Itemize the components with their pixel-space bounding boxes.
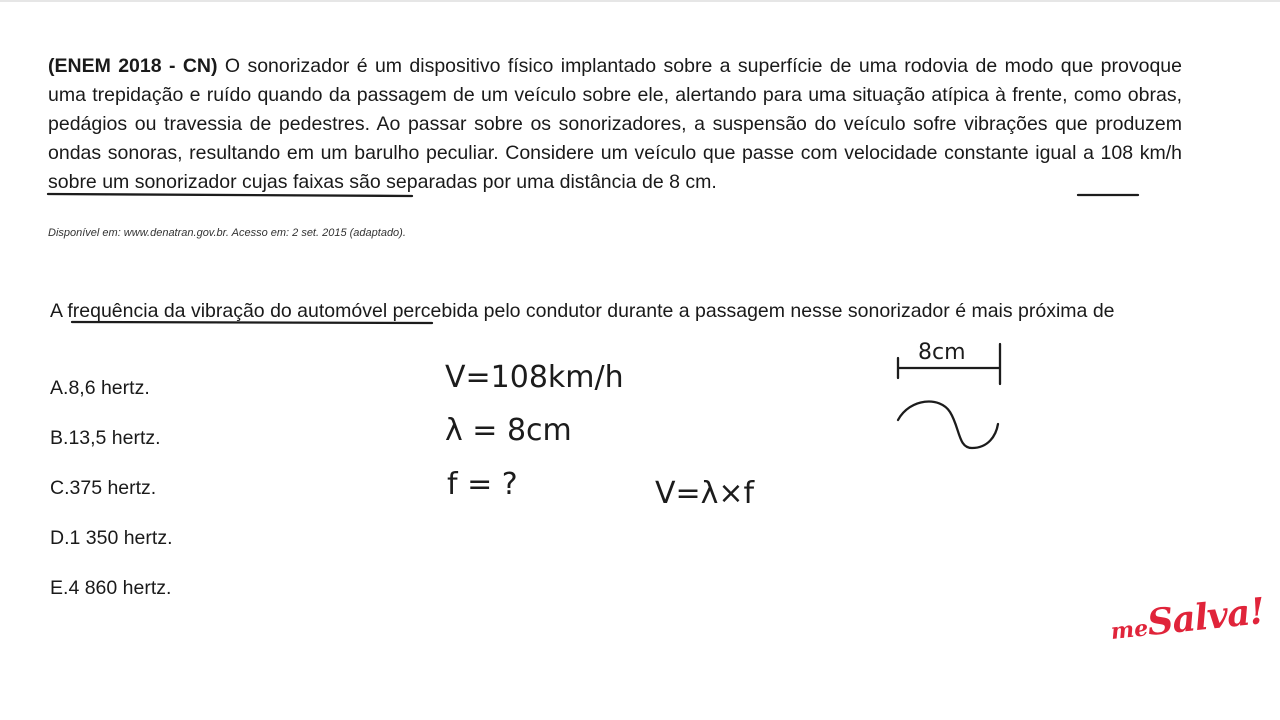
statement-text-1: O sonorizador é um dispositivo físico implantado sobre a superfície de uma rodovia de modo que provoque uma trepidação e ruído quando da passagem de um veículo sobre ele, alertando para uma situação atípica à frente, como obras, pedágios ou travessia de pedestres. Ao passar sobre os sonorizadores, a suspensão do veículo sofre vibrações que produzem ondas sonoras, resultando em um barulho peculiar. Considere um veículo que passe com xyxy=(48,55,1182,164)
option-text: 13,5 hertz. xyxy=(68,427,161,449)
statement-text-3: sobre um sonorizador cujas faixas são separadas por uma distância de xyxy=(48,171,670,193)
option-b[interactable] xyxy=(50,426,172,476)
mesalva-logo: meSalva! xyxy=(1109,590,1267,645)
option-text: 4 860 hertz. xyxy=(68,577,172,599)
ruler-sketch xyxy=(898,344,1000,384)
question-text-1: A xyxy=(50,300,68,322)
statement-distance-highlight: 8 cm. xyxy=(669,171,717,193)
statement-velocity-highlight: velocidade constante igual a 108 km/h xyxy=(844,142,1182,164)
option-label: D. xyxy=(50,527,70,549)
handwritten-formula: V=λ×f xyxy=(655,476,755,511)
wave-sketch xyxy=(898,402,998,448)
option-text: 1 350 hertz. xyxy=(69,527,173,549)
top-divider xyxy=(0,0,1280,2)
answer-options xyxy=(50,376,172,626)
option-c[interactable] xyxy=(50,476,172,526)
exam-source-tag: (ENEM 2018 - CN) xyxy=(48,55,218,77)
option-label: B. xyxy=(50,427,69,449)
option-text: 8,6 hertz. xyxy=(68,377,150,399)
handwritten-wavelength: λ = 8cm xyxy=(445,413,572,448)
question-statement xyxy=(48,52,1182,197)
option-text: 375 hertz. xyxy=(69,477,157,499)
handwritten-frequency: f = ? xyxy=(447,467,518,502)
option-label: E. xyxy=(50,577,69,599)
option-label: C. xyxy=(50,477,70,499)
option-a[interactable] xyxy=(50,376,172,426)
option-d[interactable] xyxy=(50,526,172,576)
option-e[interactable] xyxy=(50,576,172,626)
question-text-3: percebida pelo condutor durante a passagem nesse sonorizador é mais próxima de xyxy=(392,300,1115,322)
handwritten-ruler-label: 8cm xyxy=(918,340,966,365)
source-note: Disponível em: www.denatran.gov.br. Acesso em: 2 set. 2015 (adaptado). xyxy=(48,227,406,239)
question-prompt xyxy=(50,299,1140,324)
option-label: A. xyxy=(50,377,69,399)
question-frequency-highlight: frequência da vibração do automóvel xyxy=(67,300,393,322)
handwritten-velocity: V=108km/h xyxy=(445,360,624,395)
